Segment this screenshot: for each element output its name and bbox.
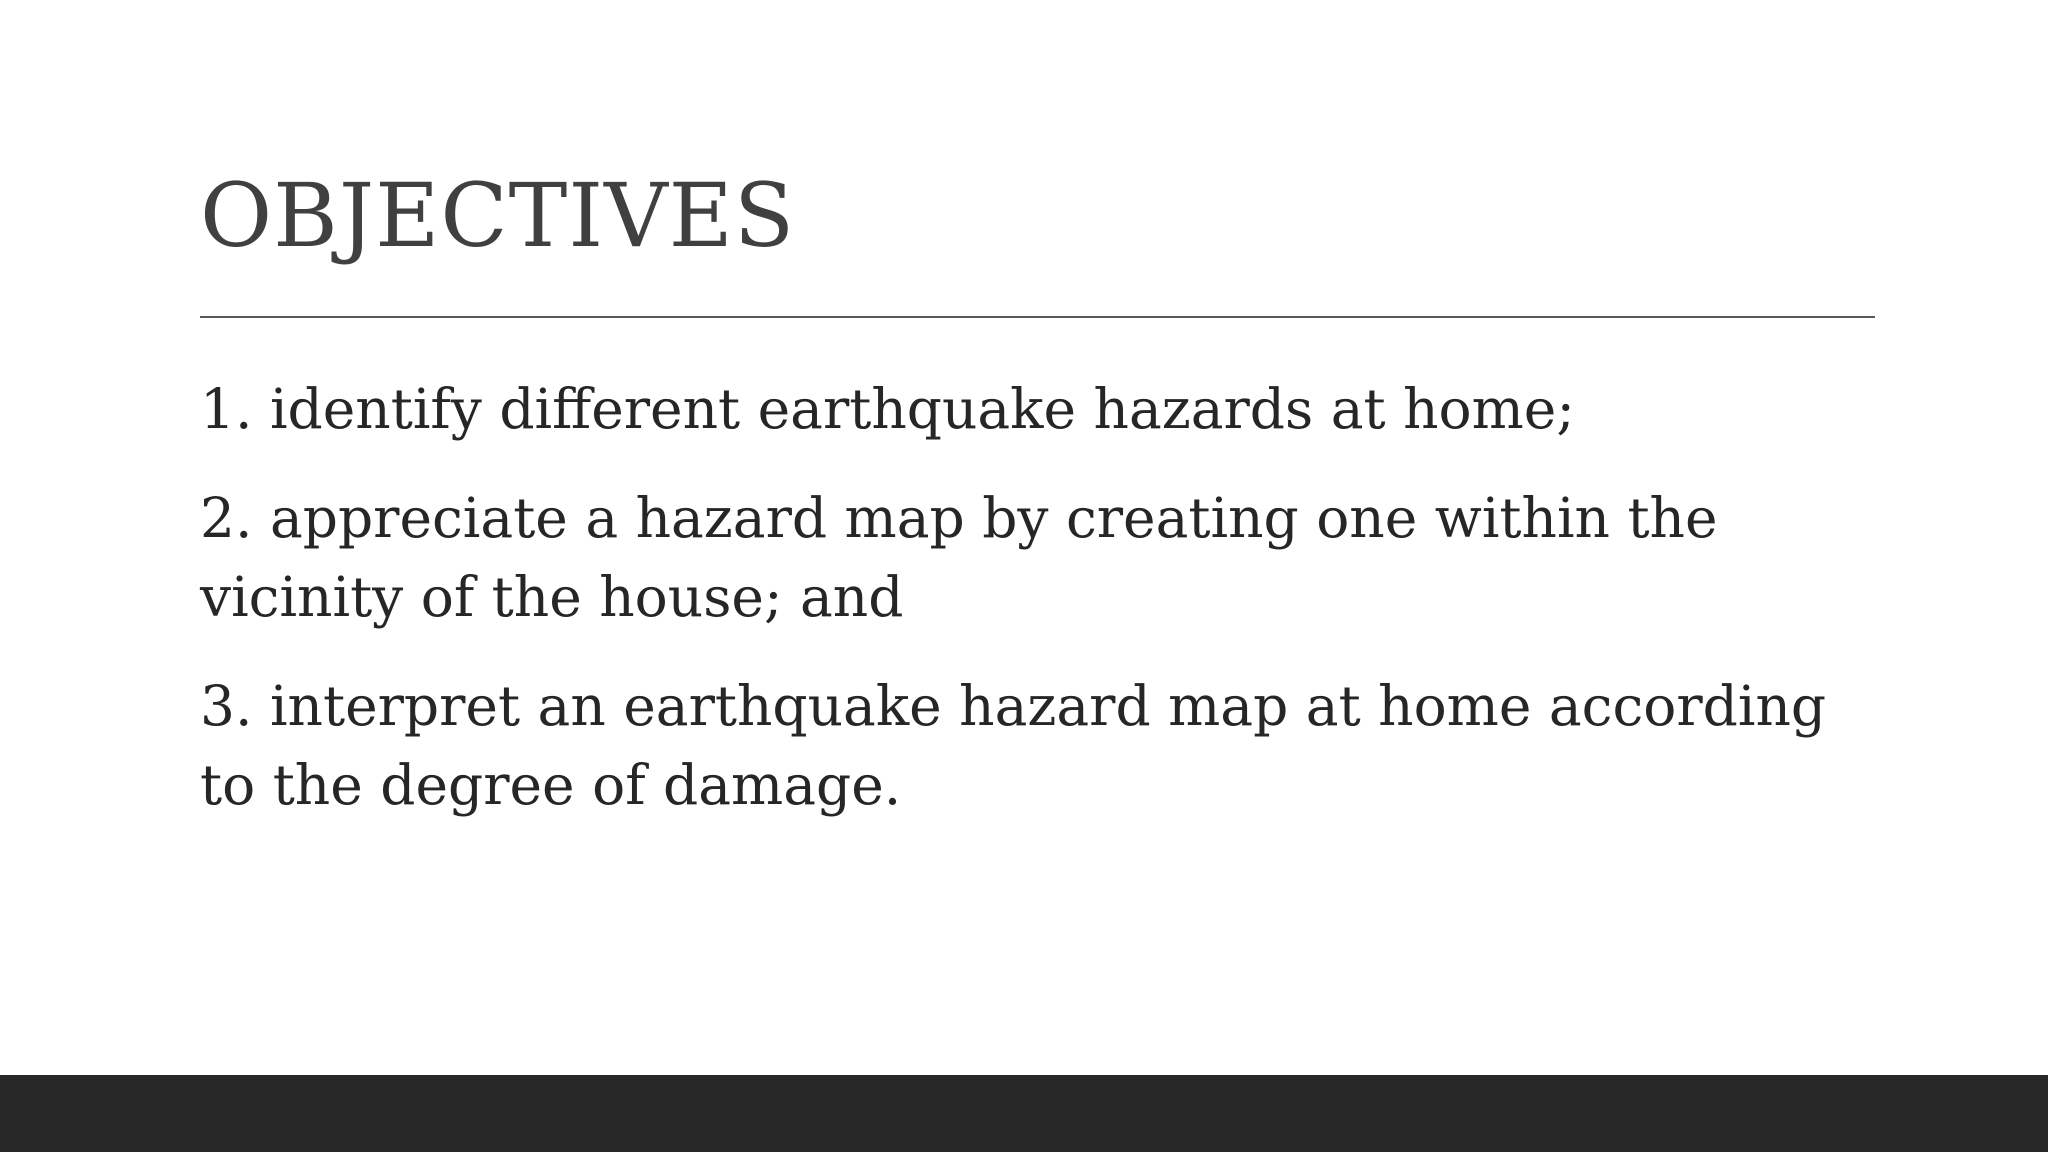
slide-title: OBJECTIVES bbox=[200, 164, 796, 267]
footer-band bbox=[0, 1075, 2048, 1152]
objective-item-2: 2. appreciate a hazard map by creating one within the vicinity of the house; and bbox=[200, 486, 1718, 629]
objective-item-1: 1. identify different earthquake hazards at home; bbox=[200, 377, 1575, 441]
objective-item-3: 3. interpret an earthquake hazard map at home according to the degree of damage. bbox=[200, 674, 1827, 817]
objectives-list bbox=[200, 370, 1880, 855]
title-divider bbox=[200, 316, 1875, 318]
